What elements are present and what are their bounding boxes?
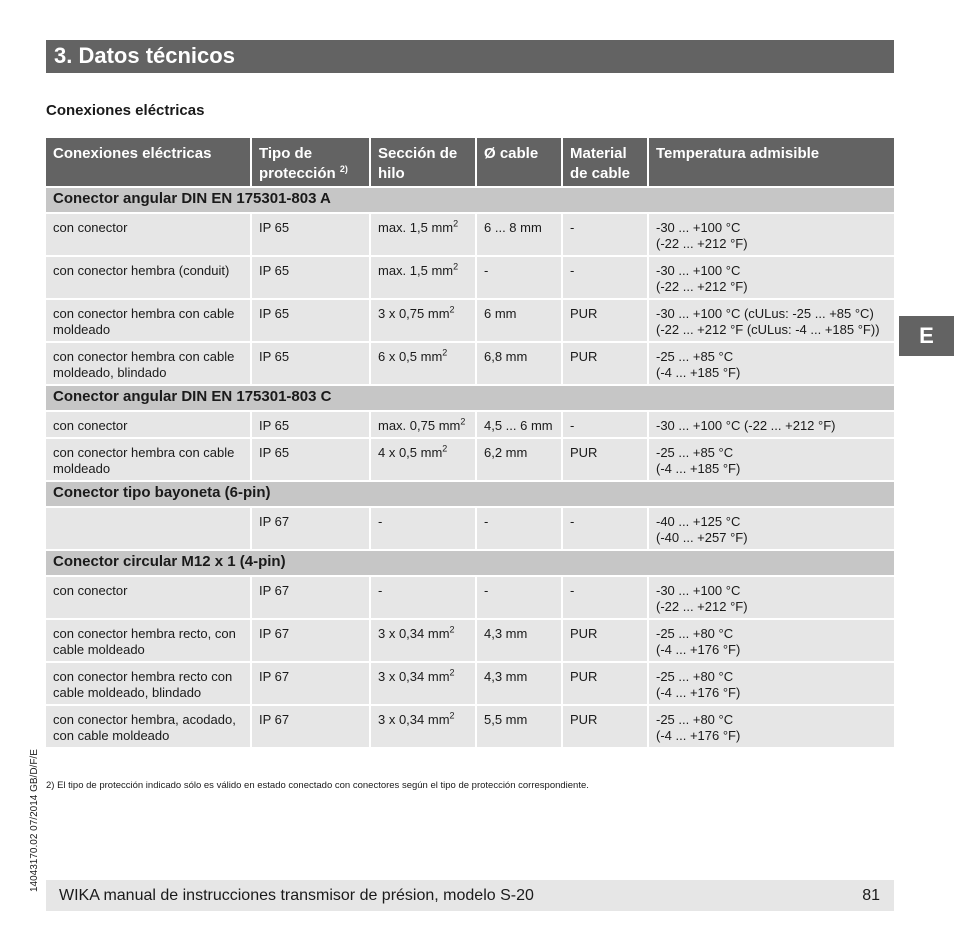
cell-temperature — [649, 214, 894, 257]
temperature-celsius: -25 ... +80 °C — [656, 712, 734, 727]
temperature-fahrenheit: (-22 ... +212 °F) — [656, 236, 748, 251]
group-row — [46, 386, 894, 412]
section-value: 3 x 0,34 mm — [378, 712, 450, 727]
temperature-celsius: -25 ... +80 °C — [656, 626, 734, 641]
header-temperature: Temperatura admisible — [649, 138, 894, 188]
language-tab: E — [899, 316, 954, 356]
group-row — [46, 482, 894, 508]
cell-protection: IP 65 — [252, 300, 371, 343]
cell-cable-diameter: 6,8 mm — [477, 343, 563, 386]
cell-temperature — [649, 508, 894, 551]
table-row — [46, 620, 894, 663]
section-title: 3. Datos técnicos — [46, 40, 894, 73]
cell-cable-diameter: 6 mm — [477, 300, 563, 343]
cell-protection: IP 65 — [252, 214, 371, 257]
footnote: 2) El tipo de protección indicado sólo es válido en estado conectado con conectores según el tipo de protección correspondiente. — [46, 780, 589, 791]
cell-material: PUR — [563, 620, 649, 663]
group-row — [46, 551, 894, 577]
temperature-celsius: -30 ... +100 °C — [656, 583, 741, 598]
temperature-celsius: -25 ... +85 °C — [656, 445, 734, 460]
section-exponent: 2 — [449, 710, 455, 721]
header-cable-material: Material de cable — [563, 138, 649, 188]
page-number: 81 — [862, 886, 880, 904]
table-row — [46, 343, 894, 386]
cell-cable-diameter: - — [477, 577, 563, 620]
cell-material: PUR — [563, 300, 649, 343]
temperature-celsius: -30 ... +100 °C (-22 ... +212 °F) — [656, 418, 836, 433]
section-exponent: 2 — [442, 443, 448, 454]
page-footer — [46, 880, 894, 911]
group-title: Conector angular DIN EN 175301-803 A — [46, 188, 894, 214]
table-row — [46, 412, 894, 439]
temperature-fahrenheit: (-22 ... +212 °F (cULus: -4 ... +185 °F)) — [656, 322, 880, 337]
cell-section — [371, 508, 477, 551]
cell-material: PUR — [563, 439, 649, 482]
cell-temperature — [649, 439, 894, 482]
temperature-celsius: -25 ... +85 °C — [656, 349, 734, 364]
section-value: max. 1,5 mm — [378, 220, 454, 235]
section-value: 3 x 0,34 mm — [378, 626, 450, 641]
section-exponent: 2 — [442, 347, 448, 358]
section-exponent: 2 — [449, 624, 455, 635]
cell-cable-diameter: 4,5 ... 6 mm — [477, 412, 563, 439]
table-row — [46, 508, 894, 551]
cell-connection: con conector — [46, 214, 252, 257]
cell-temperature — [649, 663, 894, 706]
temperature-celsius: -40 ... +125 °C — [656, 514, 741, 529]
header-section: Sección de hilo — [371, 138, 477, 188]
subheading: Conexiones eléctricas — [46, 102, 205, 119]
temperature-fahrenheit: (-40 ... +257 °F) — [656, 530, 748, 545]
cell-temperature — [649, 620, 894, 663]
header-protection-label: Tipo de protección — [259, 145, 336, 182]
table-row — [46, 577, 894, 620]
section-value: - — [378, 583, 383, 598]
cell-material: - — [563, 257, 649, 300]
group-title: Conector circular M12 x 1 (4-pin) — [46, 551, 894, 577]
cell-cable-diameter: 6 ... 8 mm — [477, 214, 563, 257]
table-row — [46, 300, 894, 343]
temperature-fahrenheit: (-22 ... +212 °F) — [656, 599, 748, 614]
section-value: - — [378, 514, 383, 529]
temperature-fahrenheit: (-22 ... +212 °F) — [656, 279, 748, 294]
header-protection — [252, 138, 371, 188]
cell-section — [371, 300, 477, 343]
cell-cable-diameter: 6,2 mm — [477, 439, 563, 482]
cell-connection: con conector hembra recto con cable moldeado, blindado — [46, 663, 252, 706]
cell-section — [371, 343, 477, 386]
group-title: Conector tipo bayoneta (6-pin) — [46, 482, 894, 508]
section-value: 6 x 0,5 mm — [378, 349, 443, 364]
cell-material: PUR — [563, 706, 649, 749]
cell-connection: con conector — [46, 412, 252, 439]
header-connections: Conexiones eléctricas — [46, 138, 252, 188]
cell-protection: IP 67 — [252, 663, 371, 706]
table-row — [46, 663, 894, 706]
cell-temperature — [649, 577, 894, 620]
temperature-fahrenheit: (-4 ... +176 °F) — [656, 642, 741, 657]
cell-protection: IP 65 — [252, 412, 371, 439]
cell-cable-diameter: 5,5 mm — [477, 706, 563, 749]
cell-connection: con conector hembra con cable moldeado — [46, 300, 252, 343]
cell-protection: IP 67 — [252, 577, 371, 620]
cell-temperature — [649, 300, 894, 343]
cell-cable-diameter: - — [477, 257, 563, 300]
cell-protection: IP 65 — [252, 439, 371, 482]
cell-section — [371, 620, 477, 663]
cell-cable-diameter: 4,3 mm — [477, 620, 563, 663]
table-row — [46, 439, 894, 482]
section-exponent: 2 — [453, 218, 459, 229]
cell-material: PUR — [563, 343, 649, 386]
cell-material: - — [563, 508, 649, 551]
cell-cable-diameter: - — [477, 508, 563, 551]
cell-section — [371, 214, 477, 257]
footnote-ref: 2) — [339, 164, 348, 174]
cell-temperature — [649, 412, 894, 439]
section-exponent: 2 — [460, 416, 466, 427]
cell-material: - — [563, 214, 649, 257]
cell-material: PUR — [563, 663, 649, 706]
cell-material: - — [563, 577, 649, 620]
cell-connection — [46, 508, 252, 551]
cell-temperature — [649, 343, 894, 386]
cell-material: - — [563, 412, 649, 439]
temperature-celsius: -30 ... +100 °C (cULus: -25 ... +85 °C) — [656, 306, 874, 321]
cell-connection: con conector — [46, 577, 252, 620]
temperature-celsius: -25 ... +80 °C — [656, 669, 734, 684]
temperature-fahrenheit: (-4 ... +185 °F) — [656, 461, 741, 476]
cell-connection: con conector hembra (conduit) — [46, 257, 252, 300]
section-value: 4 x 0,5 mm — [378, 445, 443, 460]
group-title: Conector angular DIN EN 175301-803 C — [46, 386, 894, 412]
cell-section — [371, 257, 477, 300]
cell-temperature — [649, 706, 894, 749]
cell-protection: IP 65 — [252, 343, 371, 386]
section-value: 3 x 0,75 mm — [378, 306, 450, 321]
cell-connection: con conector hembra, acodado, con cable moldeado — [46, 706, 252, 749]
group-row — [46, 188, 894, 214]
header-cable-diameter: Ø cable — [477, 138, 563, 188]
table-row — [46, 257, 894, 300]
section-value: max. 0,75 mm — [378, 418, 461, 433]
cell-section — [371, 577, 477, 620]
cell-cable-diameter: 4,3 mm — [477, 663, 563, 706]
section-exponent: 2 — [453, 261, 459, 272]
temperature-fahrenheit: (-4 ... +176 °F) — [656, 728, 741, 743]
cell-section — [371, 706, 477, 749]
cell-section — [371, 663, 477, 706]
cell-temperature — [649, 257, 894, 300]
section-value: max. 1,5 mm — [378, 263, 454, 278]
table-row — [46, 214, 894, 257]
section-value: 3 x 0,34 mm — [378, 669, 450, 684]
section-exponent: 2 — [449, 304, 455, 315]
temperature-celsius: -30 ... +100 °C — [656, 263, 741, 278]
footer-title: WIKA manual de instrucciones transmisor de présion, modelo S-20 — [59, 886, 534, 904]
temperature-fahrenheit: (-4 ... +185 °F) — [656, 365, 741, 380]
table-row — [46, 706, 894, 749]
cell-connection: con conector hembra con cable moldeado — [46, 439, 252, 482]
temperature-celsius: -30 ... +100 °C — [656, 220, 741, 235]
section-exponent: 2 — [449, 667, 455, 678]
cell-section — [371, 412, 477, 439]
cell-protection: IP 67 — [252, 706, 371, 749]
specs-table — [46, 138, 894, 749]
cell-connection: con conector hembra con cable moldeado, blindado — [46, 343, 252, 386]
table-body — [46, 188, 894, 749]
temperature-fahrenheit: (-4 ... +176 °F) — [656, 685, 741, 700]
cell-protection: IP 65 — [252, 257, 371, 300]
cell-protection: IP 67 — [252, 620, 371, 663]
cell-protection: IP 67 — [252, 508, 371, 551]
cell-section — [371, 439, 477, 482]
document-code: 14043170.02 07/2014 GB/D/F/E — [29, 749, 40, 892]
table-header-row — [46, 138, 894, 188]
cell-connection: con conector hembra recto, con cable moldeado — [46, 620, 252, 663]
